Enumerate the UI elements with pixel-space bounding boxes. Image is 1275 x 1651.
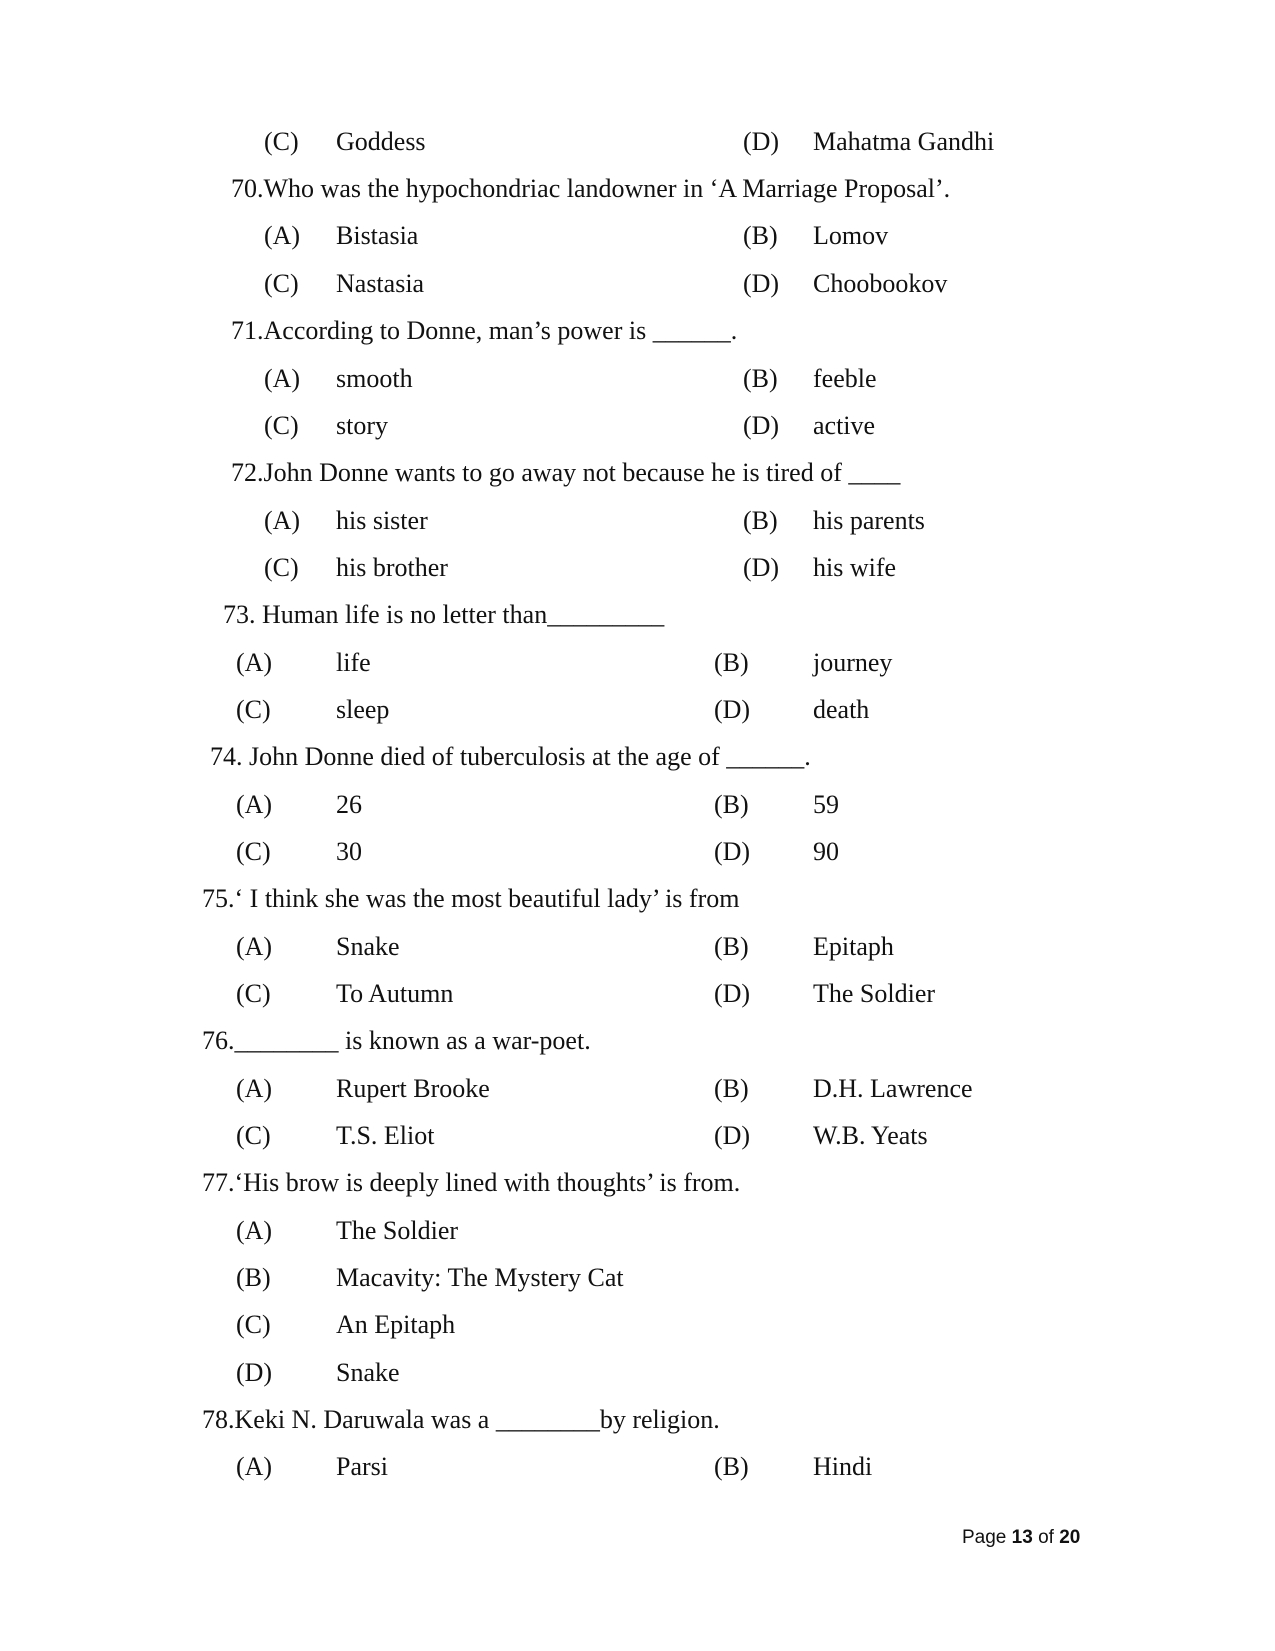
option-label: (B) (743, 506, 778, 535)
page-number (962, 1527, 1080, 1549)
option-text: smooth (336, 364, 413, 393)
question-text: 74. John Donne died of tuberculosis at the age of ______. (210, 742, 811, 771)
option-label: (A) (264, 221, 301, 250)
option-label: (A) (236, 1216, 273, 1245)
option-text: Mahatma Gandhi (813, 127, 995, 156)
option-label: (D) (714, 695, 751, 724)
option-text: sleep (336, 695, 390, 724)
question-text: 76.________ is known as a war-poet. (202, 1026, 591, 1055)
option-text: story (336, 411, 388, 440)
option-label: (C) (236, 1310, 271, 1339)
option-text: feeble (813, 364, 877, 393)
option-text: Epitaph (813, 932, 894, 961)
option-text: Lomov (813, 221, 889, 250)
option-text: W.B. Yeats (813, 1121, 928, 1150)
option-label: (D) (714, 1121, 751, 1150)
option-label: (B) (714, 790, 749, 819)
option-label: (B) (714, 1074, 749, 1103)
option-text: The Soldier (813, 979, 936, 1008)
option-text: 30 (336, 837, 362, 866)
question-text: 78.Keki N. Daruwala was a ________by religion. (202, 1405, 720, 1434)
option-label: (D) (714, 837, 751, 866)
option-label: (C) (236, 695, 271, 724)
option-label: (D) (236, 1358, 273, 1387)
option-label: (A) (236, 648, 273, 677)
option-label: (A) (236, 1452, 273, 1481)
option-text: Parsi (336, 1452, 388, 1481)
option-text: An Epitaph (336, 1310, 456, 1339)
question-text: 75.‘ I think she was the most beautiful lady’ is from (202, 884, 740, 913)
option-text: D.H. Lawrence (813, 1074, 973, 1103)
option-text: Bistasia (336, 221, 419, 250)
option-label: (D) (743, 411, 780, 440)
question-text: 70.Who was the hypochondriac landowner in ‘A Marriage Proposal’. (231, 174, 951, 203)
option-label: (C) (236, 979, 271, 1008)
option-label: (D) (743, 127, 780, 156)
option-label: (B) (236, 1263, 271, 1292)
question-text: 72.John Donne wants to go away not because he is tired of ____ (231, 458, 901, 487)
question-text: 71.According to Donne, man’s power is ______. (231, 316, 738, 345)
option-text: Snake (336, 932, 400, 961)
option-text: Rupert Brooke (336, 1074, 490, 1103)
option-text: his parents (813, 506, 925, 535)
option-label: (D) (714, 979, 751, 1008)
option-label: (B) (714, 932, 749, 961)
page-total: 20 (1059, 1527, 1081, 1548)
option-text: death (813, 695, 870, 724)
option-text: life (336, 648, 371, 677)
option-label: (B) (743, 364, 778, 393)
page-label: Page (962, 1527, 1012, 1548)
option-text: Hindi (813, 1452, 873, 1481)
option-label: (A) (236, 932, 273, 961)
question-text: 77.‘His brow is deeply lined with thoughts’ is from. (202, 1168, 741, 1197)
option-text: his wife (813, 553, 897, 582)
option-label: (D) (743, 269, 780, 298)
page-of-label: of (1032, 1527, 1060, 1548)
option-label: (C) (264, 127, 299, 156)
option-label: (C) (264, 411, 299, 440)
option-label: (C) (236, 1121, 271, 1150)
option-text: 90 (813, 837, 839, 866)
option-text: active (813, 411, 876, 440)
option-label: (B) (714, 1452, 749, 1481)
option-label: (B) (714, 648, 749, 677)
option-label: (A) (264, 364, 301, 393)
option-text: his sister (336, 506, 428, 535)
option-label: (C) (236, 837, 271, 866)
option-text: journey (813, 648, 893, 677)
option-text: his brother (336, 553, 448, 582)
option-label: (B) (743, 221, 778, 250)
option-label: (C) (264, 269, 299, 298)
option-text: The Soldier (336, 1216, 459, 1245)
option-text: Macavity: The Mystery Cat (336, 1263, 624, 1292)
option-label: (A) (236, 1074, 273, 1103)
option-label: (A) (236, 790, 273, 819)
option-text: Snake (336, 1358, 400, 1387)
option-text: T.S. Eliot (336, 1121, 435, 1150)
option-text: To Autumn (336, 979, 454, 1008)
option-label: (C) (264, 553, 299, 582)
option-text: Choobookov (813, 269, 948, 298)
question-text: 73. Human life is no letter than_________ (223, 600, 665, 629)
option-text: Nastasia (336, 269, 425, 298)
option-text: 59 (813, 790, 839, 819)
page-current: 13 (1011, 1527, 1033, 1548)
option-text: Goddess (336, 127, 426, 156)
option-label: (A) (264, 506, 301, 535)
option-label: (D) (743, 553, 780, 582)
option-text: 26 (336, 790, 362, 819)
